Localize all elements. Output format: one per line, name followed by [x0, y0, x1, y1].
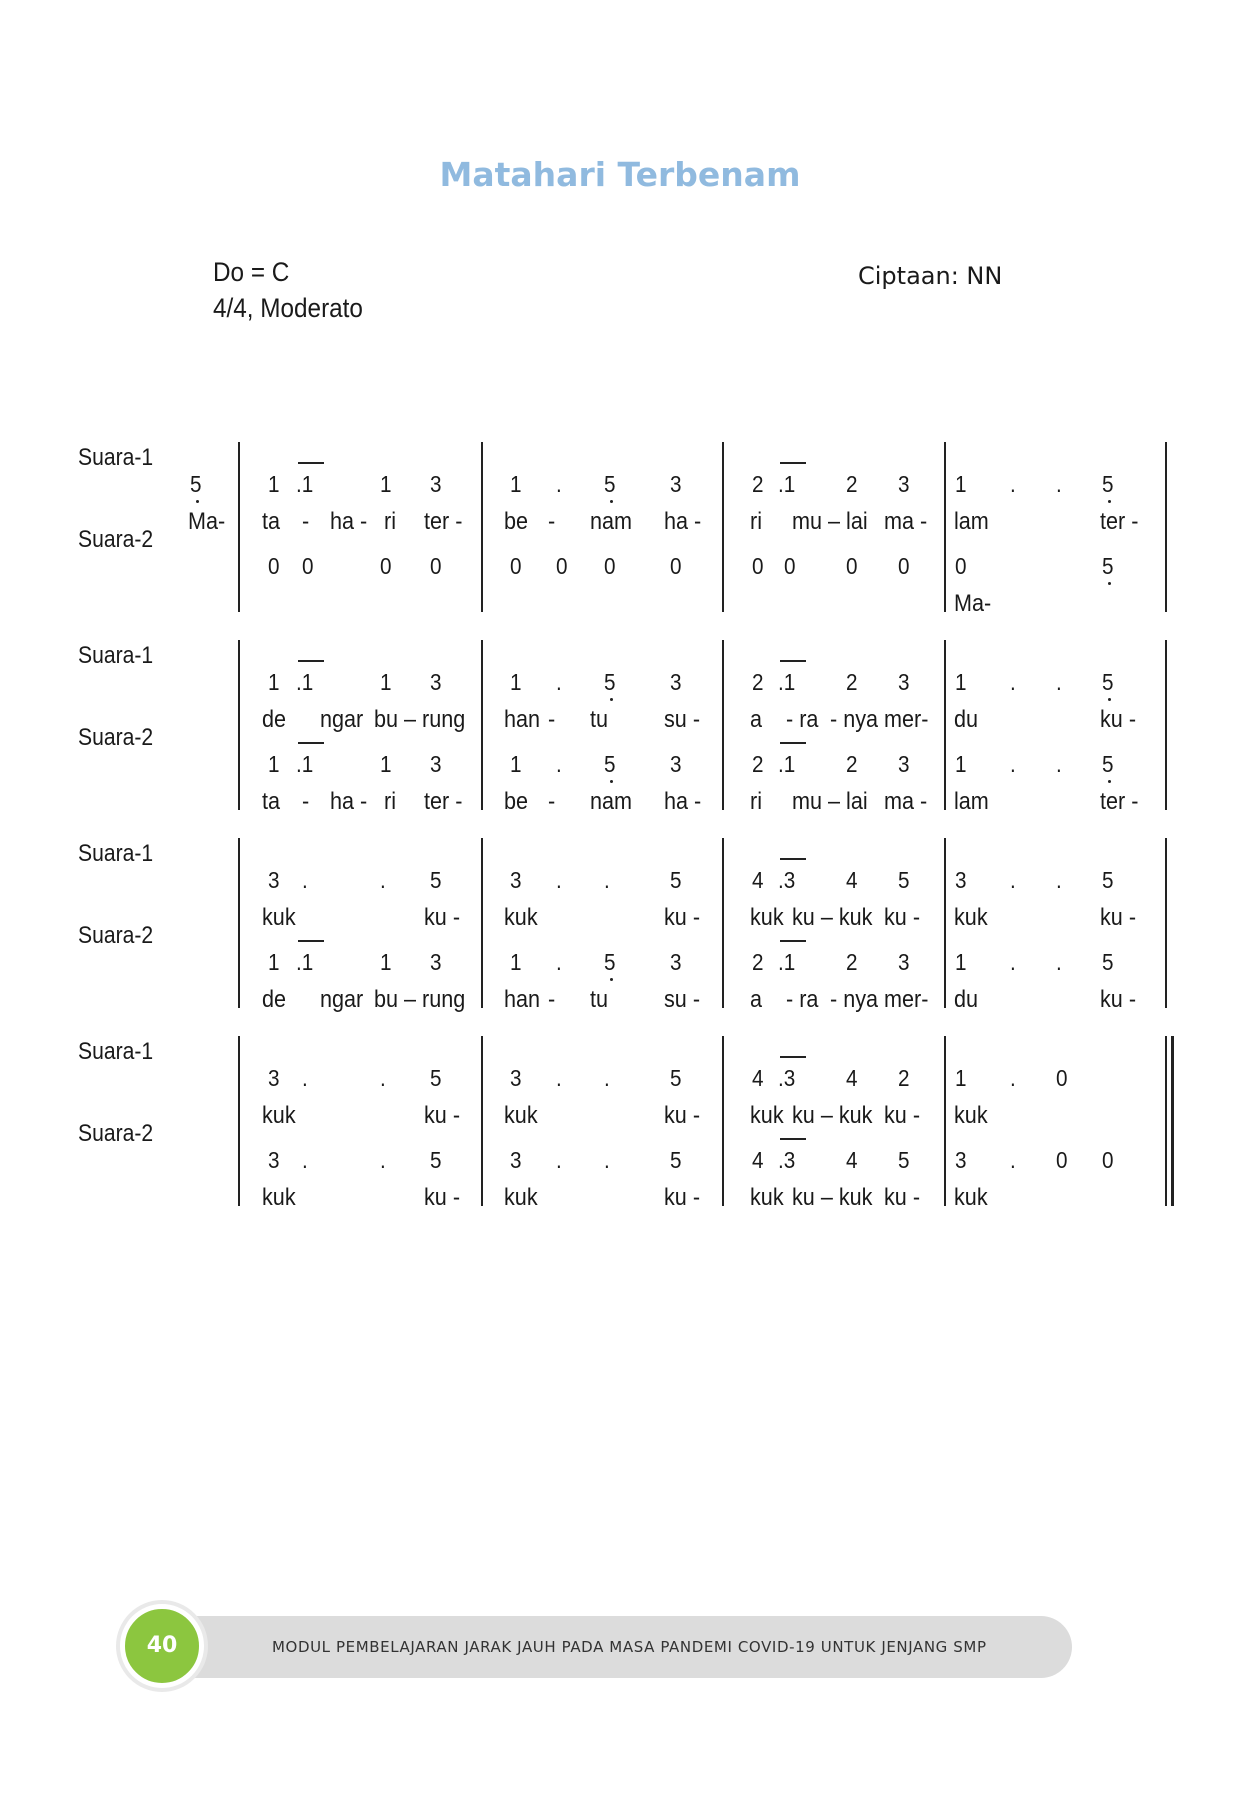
note: 5 — [670, 1065, 682, 1091]
lyric-syllable: ta — [262, 508, 281, 535]
note: 2 — [846, 949, 858, 975]
note: 5 — [670, 867, 682, 893]
lyric-syllable: - — [302, 788, 310, 815]
note-dot: . — [380, 867, 386, 893]
lyric-syllable: be — [504, 508, 529, 535]
bar-line — [722, 1036, 724, 1206]
lyric-syllable: ha - — [330, 788, 368, 815]
note: 0 — [604, 553, 616, 579]
note: 3 — [670, 949, 682, 975]
note-dot: . — [604, 1147, 610, 1173]
note-dot: . — [556, 471, 562, 497]
note-dot: . — [556, 1065, 562, 1091]
note: 2 — [846, 471, 858, 497]
note: 1 — [268, 751, 280, 777]
note: 1 — [268, 949, 280, 975]
voice-label-2: Suara-2 — [78, 922, 154, 949]
lyric-syllable: ma - — [884, 788, 928, 815]
note: 0 — [784, 553, 796, 579]
note: .3 — [778, 1065, 796, 1091]
note: 5 — [1102, 949, 1114, 975]
bar-line — [238, 1036, 240, 1206]
note: 2 — [752, 669, 764, 695]
note: 5 — [898, 1147, 910, 1173]
tempo: 4/4, Moderato — [213, 293, 363, 323]
note: 0 — [1102, 1147, 1114, 1173]
lyric-syllable: kuk — [750, 1102, 784, 1129]
note: 0 — [898, 553, 910, 579]
note: .1 — [778, 751, 796, 777]
bar-line — [1165, 1036, 1167, 1206]
note-dot: . — [1056, 471, 1062, 497]
lyric-syllable: ter - — [424, 788, 463, 815]
lyric-syllable: ngar — [320, 706, 364, 733]
note: 0 — [846, 553, 858, 579]
note: 0 — [380, 553, 392, 579]
lyric-syllable: bu – rung — [374, 986, 466, 1013]
note: 3 — [898, 949, 910, 975]
lyric-syllable: ta — [262, 788, 281, 815]
lyric-syllable: ku - — [664, 904, 701, 931]
note: 0 — [1056, 1147, 1068, 1173]
note: 3 — [268, 867, 280, 893]
note: 2 — [898, 1065, 910, 1091]
voice-label-1: Suara-1 — [78, 840, 154, 867]
note: 3 — [430, 471, 442, 497]
note: 5 — [430, 867, 442, 893]
note: 1 — [380, 471, 392, 497]
voice-label-2: Suara-2 — [78, 724, 154, 751]
lyric-syllable: tu — [590, 986, 609, 1013]
note-dot: . — [556, 669, 562, 695]
note: 4 — [752, 1065, 764, 1091]
lyric-syllable: - — [548, 508, 556, 535]
lyric-syllable: han — [504, 986, 541, 1013]
lyric-syllable: kuk — [504, 904, 538, 931]
low-octave-dot — [196, 500, 199, 503]
bar-line — [481, 442, 483, 612]
voice-label-1: Suara-1 — [78, 642, 154, 669]
bar-line — [238, 442, 240, 612]
note: 4 — [846, 1065, 858, 1091]
low-octave-dot — [610, 698, 613, 701]
note: .1 — [296, 669, 314, 695]
note: 5 — [604, 669, 616, 695]
lyric-syllable: ha - — [664, 788, 702, 815]
lyric-syllable: ku - — [884, 1184, 921, 1211]
lyric-syllable: ter - — [1100, 508, 1139, 535]
lyric-syllable: mer- — [884, 986, 929, 1013]
note: 1 — [268, 471, 280, 497]
note: 2 — [752, 949, 764, 975]
note-dot: . — [1056, 949, 1062, 975]
note-dot: . — [604, 867, 610, 893]
lyric-syllable: kuk — [262, 1102, 296, 1129]
note-dot: . — [1056, 669, 1062, 695]
note: 1 — [510, 949, 522, 975]
bar-line — [944, 1036, 946, 1206]
note: 2 — [752, 471, 764, 497]
note: 1 — [510, 471, 522, 497]
beam-line — [780, 1056, 806, 1058]
lyric-syllable: lam — [954, 788, 989, 815]
lyric-syllable: ngar — [320, 986, 364, 1013]
note: 5 — [430, 1147, 442, 1173]
note: .1 — [296, 751, 314, 777]
beam-line — [298, 660, 324, 662]
lyric-syllable: kuk — [750, 1184, 784, 1211]
lyric-syllable: a — [750, 986, 763, 1013]
note: 5 — [898, 867, 910, 893]
note-dot: . — [302, 1065, 308, 1091]
lyric-syllable: ku - — [424, 1102, 461, 1129]
note: 5 — [670, 1147, 682, 1173]
bar-line — [1165, 838, 1167, 1008]
note-dot: . — [302, 1147, 308, 1173]
lyric-syllable: bu – rung — [374, 706, 466, 733]
beam-line — [298, 742, 324, 744]
low-octave-dot — [1108, 500, 1111, 503]
lyric-syllable: ku - — [664, 1184, 701, 1211]
beam-line — [780, 940, 806, 942]
beam-line — [298, 462, 324, 464]
beam-line — [780, 742, 806, 744]
note: 1 — [955, 471, 967, 497]
lyric-syllable: kuk — [954, 904, 988, 931]
note: 5 — [1102, 669, 1114, 695]
note: 1 — [380, 669, 392, 695]
note: 3 — [430, 669, 442, 695]
song-title: Matahari Terbenam — [439, 155, 801, 194]
bar-line — [944, 838, 946, 1008]
note: 1 — [955, 669, 967, 695]
bar-line — [238, 838, 240, 1008]
bar-line — [722, 838, 724, 1008]
lyric-syllable: ri — [384, 508, 396, 535]
note: .3 — [778, 1147, 796, 1173]
beam-line — [298, 940, 324, 942]
low-octave-dot — [1108, 582, 1111, 585]
lyric-syllable: ku - — [424, 1184, 461, 1211]
lyric-syllable: de — [262, 986, 287, 1013]
lyric-syllable: han — [504, 706, 541, 733]
note-dot: . — [556, 751, 562, 777]
lyric-syllable: nam — [590, 508, 633, 535]
lyric-syllable: kuk — [504, 1184, 538, 1211]
lyric-syllable: lam — [954, 508, 989, 535]
bar-line — [1165, 640, 1167, 810]
bar-line — [481, 838, 483, 1008]
note: 1 — [380, 751, 392, 777]
note: 0 — [268, 553, 280, 579]
note: 1 — [380, 949, 392, 975]
bar-line — [722, 442, 724, 612]
note: .1 — [296, 949, 314, 975]
note: 1 — [955, 949, 967, 975]
lyric-syllable: - — [302, 508, 310, 535]
lyric-syllable: - nya — [830, 706, 879, 733]
note-dot: . — [556, 949, 562, 975]
note: 4 — [752, 867, 764, 893]
lyric-syllable: nam — [590, 788, 633, 815]
note: 3 — [510, 1065, 522, 1091]
note: 0 — [670, 553, 682, 579]
note: 3 — [898, 751, 910, 777]
lyric-syllable: du — [954, 986, 979, 1013]
lyric-syllable: ku - — [1100, 986, 1137, 1013]
song-meta — [213, 254, 363, 326]
beam-line — [780, 462, 806, 464]
lyric-syllable: Ma- — [954, 590, 992, 617]
note-dot: . — [1010, 1065, 1016, 1091]
note: 0 — [1056, 1065, 1068, 1091]
lyric-syllable: kuk — [750, 904, 784, 931]
lyric-syllable: ku – kuk — [792, 1102, 873, 1129]
lyric-syllable: - — [548, 788, 556, 815]
final-bar-line — [1171, 1036, 1174, 1206]
lyric-syllable: ri — [750, 508, 762, 535]
lyric-syllable: be — [504, 788, 529, 815]
note-dot: . — [556, 867, 562, 893]
note: 2 — [846, 669, 858, 695]
note: 0 — [430, 553, 442, 579]
note: 3 — [510, 867, 522, 893]
note: 1 — [955, 1065, 967, 1091]
voice-label-1: Suara-1 — [78, 1038, 154, 1065]
note: 5 — [1102, 553, 1114, 579]
lyric-syllable: ku - — [1100, 706, 1137, 733]
note: 1 — [955, 751, 967, 777]
key-signature: Do = C — [213, 257, 290, 287]
lyric-syllable: - — [548, 986, 556, 1013]
bar-line — [238, 640, 240, 810]
note: .1 — [778, 949, 796, 975]
note: 4 — [752, 1147, 764, 1173]
note: 0 — [955, 553, 967, 579]
lyric-syllable: kuk — [262, 1184, 296, 1211]
bar-line — [944, 640, 946, 810]
note: 3 — [670, 751, 682, 777]
lyric-syllable: ri — [384, 788, 396, 815]
lyric-syllable: - — [548, 706, 556, 733]
lyric-syllable: ku - — [884, 904, 921, 931]
composer: Ciptaan: NN — [858, 262, 1003, 290]
note-dot: . — [604, 1065, 610, 1091]
note: 3 — [430, 949, 442, 975]
note: 3 — [268, 1065, 280, 1091]
lyric-syllable: ha - — [330, 508, 368, 535]
lyric-syllable: de — [262, 706, 287, 733]
note: 5 — [1102, 751, 1114, 777]
page-number: 40 — [120, 1604, 204, 1688]
lyric-syllable: - ra — [786, 986, 819, 1013]
lyric-syllable: du — [954, 706, 979, 733]
note: 0 — [510, 553, 522, 579]
lyric-syllable: kuk — [504, 1102, 538, 1129]
pickup-note: 5 — [190, 471, 202, 497]
note: 3 — [955, 1147, 967, 1173]
bar-line — [722, 640, 724, 810]
lyric-syllable: kuk — [954, 1102, 988, 1129]
note: 1 — [268, 669, 280, 695]
lyric-syllable: kuk — [954, 1184, 988, 1211]
bar-line — [481, 1036, 483, 1206]
note: 3 — [898, 669, 910, 695]
note: 0 — [302, 553, 314, 579]
bar-line — [481, 640, 483, 810]
lyric-syllable: ku - — [664, 1102, 701, 1129]
note: 1 — [510, 669, 522, 695]
voice-label-1: Suara-1 — [78, 444, 154, 471]
note-dot: . — [1056, 751, 1062, 777]
note: 5 — [1102, 867, 1114, 893]
note-dot: . — [380, 1147, 386, 1173]
lyric-syllable: su - — [664, 986, 701, 1013]
note: .1 — [778, 471, 796, 497]
note: 3 — [510, 1147, 522, 1173]
pickup-lyric: Ma- — [188, 508, 226, 535]
low-octave-dot — [610, 978, 613, 981]
lyric-syllable: mu – lai — [792, 508, 868, 535]
lyric-syllable: ku - — [424, 904, 461, 931]
note: 1 — [510, 751, 522, 777]
note: 5 — [604, 471, 616, 497]
lyric-syllable: - ra — [786, 706, 819, 733]
lyric-syllable: ku – kuk — [792, 1184, 873, 1211]
note: 4 — [846, 1147, 858, 1173]
note: 4 — [846, 867, 858, 893]
note: 2 — [846, 751, 858, 777]
note-dot: . — [1010, 471, 1016, 497]
note: 2 — [752, 751, 764, 777]
note-dot: . — [556, 1147, 562, 1173]
lyric-syllable: a — [750, 706, 763, 733]
beam-line — [780, 1138, 806, 1140]
note: 5 — [604, 949, 616, 975]
footer-text: MODUL PEMBELAJARAN JARAK JAUH PADA MASA PANDEMI COVID-19 UNTUK JENJANG SMP — [272, 1638, 987, 1656]
note: 3 — [955, 867, 967, 893]
note-dot: . — [1010, 949, 1016, 975]
note: .1 — [778, 669, 796, 695]
lyric-syllable: su - — [664, 706, 701, 733]
lyric-syllable: - nya — [830, 986, 879, 1013]
note: .1 — [296, 471, 314, 497]
bar-line — [1165, 442, 1167, 612]
note: 5 — [604, 751, 616, 777]
lyric-syllable: ku – kuk — [792, 904, 873, 931]
low-octave-dot — [1108, 780, 1111, 783]
lyric-syllable: kuk — [262, 904, 296, 931]
note-dot: . — [380, 1065, 386, 1091]
beam-line — [780, 858, 806, 860]
lyric-syllable: ma - — [884, 508, 928, 535]
lyric-syllable: ri — [750, 788, 762, 815]
beam-line — [780, 660, 806, 662]
lyric-syllable: tu — [590, 706, 609, 733]
lyric-syllable: ter - — [1100, 788, 1139, 815]
note-dot: . — [1010, 1147, 1016, 1173]
note: 3 — [670, 669, 682, 695]
voice-label-2: Suara-2 — [78, 1120, 154, 1147]
lyric-syllable: ha - — [664, 508, 702, 535]
note: 5 — [430, 1065, 442, 1091]
lyric-syllable: mer- — [884, 706, 929, 733]
note: 3 — [268, 1147, 280, 1173]
low-octave-dot — [1108, 698, 1111, 701]
lyric-syllable: ter - — [424, 508, 463, 535]
lyric-syllable: ku - — [1100, 904, 1137, 931]
voice-label-2: Suara-2 — [78, 526, 154, 553]
note: 5 — [1102, 471, 1114, 497]
note-dot: . — [1056, 867, 1062, 893]
note-dot: . — [302, 867, 308, 893]
note-dot: . — [1010, 867, 1016, 893]
low-octave-dot — [610, 780, 613, 783]
lyric-syllable: ku - — [884, 1102, 921, 1129]
note: 3 — [670, 471, 682, 497]
bar-line — [944, 442, 946, 612]
lyric-syllable: mu – lai — [792, 788, 868, 815]
low-octave-dot — [610, 500, 613, 503]
note: 3 — [430, 751, 442, 777]
note: 0 — [752, 553, 764, 579]
note: 3 — [898, 471, 910, 497]
note: 0 — [556, 553, 568, 579]
note-dot: . — [1010, 751, 1016, 777]
note-dot: . — [1010, 669, 1016, 695]
note: .3 — [778, 867, 796, 893]
